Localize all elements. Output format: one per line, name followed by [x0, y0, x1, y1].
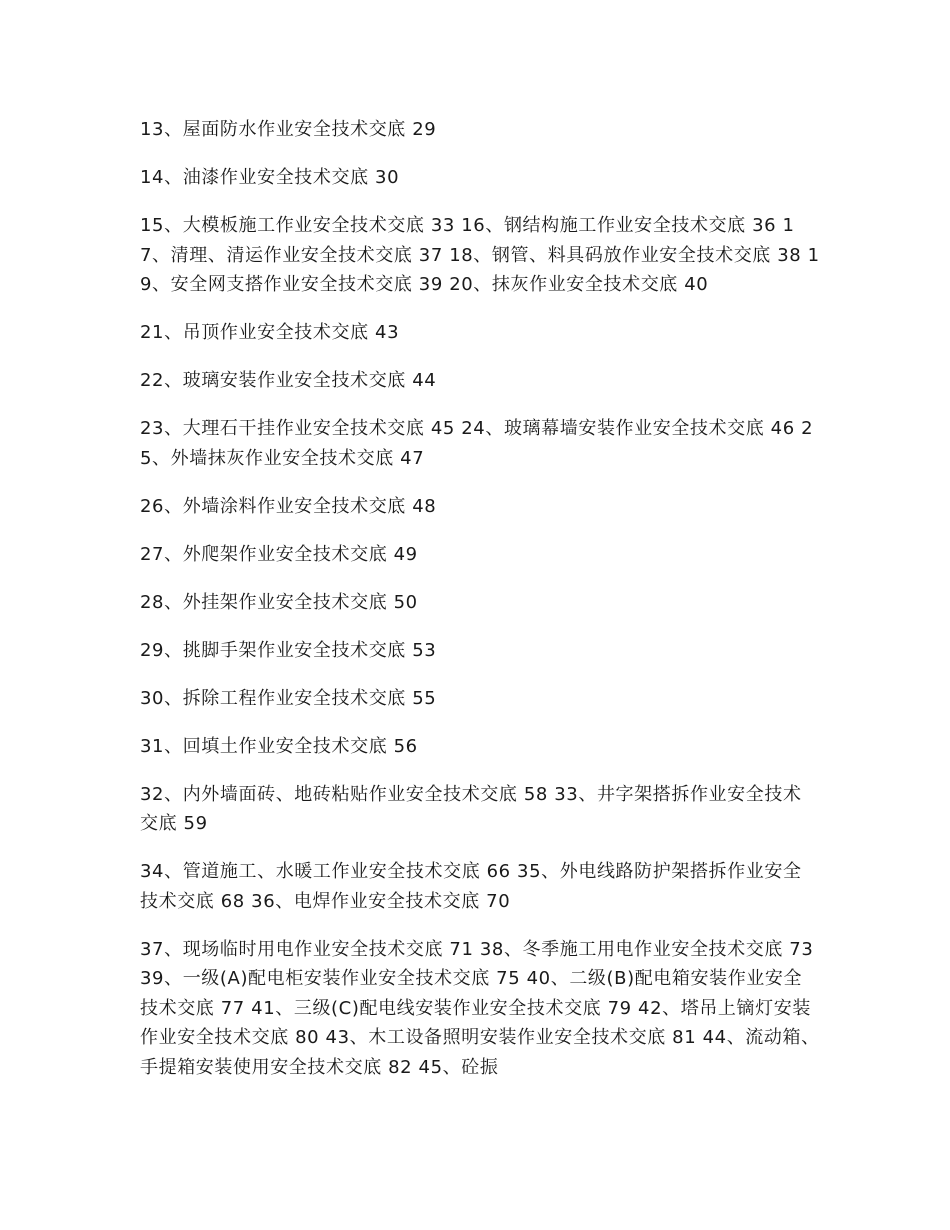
- toc-entry: 37、现场临时用电作业安全技术交底 71 38、冬季施工用电作业安全技术交底 73 39、一级(A)配电柜安装作业安全技术交底 75 40、二级(B)配电箱安装作业安全技术交底 77 41、三级(C)配电线安装作业安全技术交底 79 42、塔吊上镝灯安装作业安全技术交底 80 43、木工设备照明安装作业安全技术交底 81 44、流动箱、手提箱安装使用安全技术交底 82 45、砼振: [140, 938, 820, 1078]
- toc-entry: 26、外墙涂料作业安全技术交底 48: [140, 495, 437, 517]
- toc-entry: 29、挑脚手架作业安全技术交底 53: [140, 639, 437, 661]
- toc-entry: 15、大模板施工作业安全技术交底 33 16、钢结构施工作业安全技术交底 36 17、清理、清运作业安全技术交底 37 18、钢管、料具码放作业安全技术交底 38 19、安全网支搭作业安全技术交底 39 20、抹灰作业安全技术交底 40: [140, 215, 820, 295]
- table-of-contents: [140, 115, 820, 1082]
- toc-entry: 13、屋面防水作业安全技术交底 29: [140, 119, 437, 140]
- toc-entry: 14、油漆作业安全技术交底 30: [140, 167, 400, 188]
- toc-entry: 30、拆除工程作业安全技术交底 55: [140, 687, 437, 709]
- toc-entry: 27、外爬架作业安全技术交底 49: [140, 543, 418, 565]
- toc-entry: 31、回填土作业安全技术交底 56: [140, 735, 418, 757]
- toc-entry: 23、大理石干挂作业安全技术交底 45 24、玻璃幕墙安装作业安全技术交底 46 25、外墙抹灰作业安全技术交底 47: [140, 418, 814, 469]
- toc-entry: 22、玻璃安装作业安全技术交底 44: [140, 370, 437, 391]
- toc-entry: 32、内外墙面砖、地砖粘贴作业安全技术交底 58 33、井字架搭拆作业安全技术交底 59: [140, 783, 802, 834]
- toc-entry: 21、吊顶作业安全技术交底 43: [140, 322, 400, 343]
- toc-entry: 28、外挂架作业安全技术交底 50: [140, 591, 418, 613]
- toc-entry: 34、管道施工、水暖工作业安全技术交底 66 35、外电线路防护架搭拆作业安全技术交底 68 36、电焊作业安全技术交底 70: [140, 861, 802, 912]
